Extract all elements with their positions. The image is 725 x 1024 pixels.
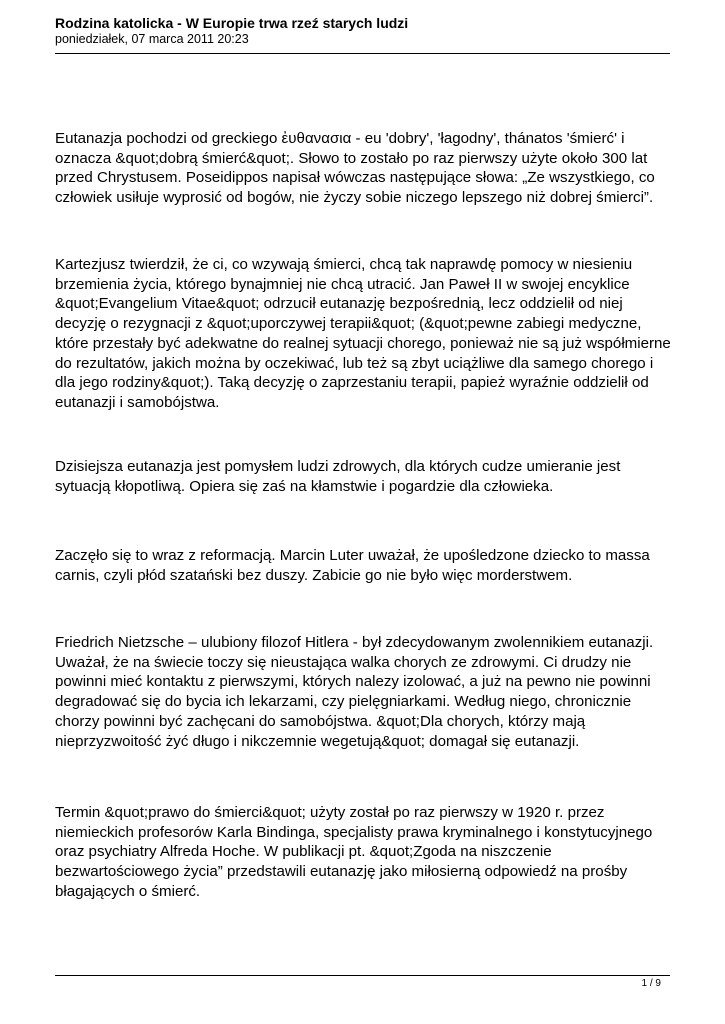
article-date: poniedziałek, 07 marca 2011 20:23	[55, 32, 249, 46]
paragraph-6: Termin &quot;prawo do śmierci&quot; użyty został po raz pierwszy w 1920 r. przez niemieckich profesorów Karla Bindinga, specjalisty prawa kryminalnego i konstytucyjnego oraz psychiatry Alfreda Hoche. W publikacji pt. &quot;Zgoda na niszczenie bezwartościowego życia” przedstawili eutanazję jako miłosierną odpowiedź na prośby błagających o śmierć.	[55, 804, 653, 900]
paragraph-5: Friedrich Nietzsche – ulubiony filozof Hitlera - był zdecydowanym zwolennikiem eutanazji. Uważał, że na świecie toczy się nieustająca walka chorych ze zdrowymi. Ci drudzy nie powinni mieć kontaktu z pierwszymi, których nalezy izolować, a już na pewno nie powinni degradować się do bycia ich lekarzami, czy pielęgniarkami. Według niego, chronicznie chorzy powinni być zachęcani do samobójstwa. &quot;Dla chorych, którzy mają nieprzyzwoitość żyć długo i nikczemnie wegetują&quot; domagał się eutanazji.	[55, 634, 654, 750]
header-divider	[55, 53, 670, 54]
article-title: Rodzina katolicka - W Europie trwa rzeź starych ludzi	[55, 15, 409, 31]
paragraph-2: Kartezjusz twierdził, że ci, co wzywają śmierci, chcą tak naprawdę pomocy w niesieniu brzemienia życia, którego bynajmniej nie chcą utracić. Jan Paweł II w swojej encyklice &quot;Evangelium Vitae&quot; odrzucił eutanazję bezpośrednią, lecz oddzielił od niej decyzję o rezygnacji z &quot;uporczywej terapii&quot; (&quot;pewne zabiegi medyczne, które przestały być adekwatne do realnej sytuacji chorego, ponieważ nie są już współmierne do rezultatów, jakich można by oczekiwać, lub też są zbyt uciążliwe dla samego chorego i dla jego rodziny&quot;). Taką decyzję o zaprzestaniu terapii, papież wyraźnie oddzielił od eutanazji i samobójstwa.	[55, 256, 671, 411]
paragraph-1: Eutanazja pochodzi od greckiego ἐυθανασια - eu 'dobry', 'łagodny', thánatos 'śmierć' i oznacza &quot;dobrą śmierć&quot;. Słowo to zostało po raz pierwszy użyte około 300 lat przed Chrystusem. Poseidippos napisał wówczas następujące słowa: „Ze wszystkiego, co człowiek usiłuje wyprosić od bogów, nie życzy sobie niczego lepszego niż dobrej śmierci”.	[55, 130, 655, 207]
paragraph-4: Zaczęło się to wraz z reformacją. Marcin Luter uważał, że upośledzone dziecko to massa carnis, czyli płód szatański bez duszy. Zabicie go nie było więc morderstwem.	[55, 547, 650, 584]
footer-divider	[55, 975, 670, 976]
page-header	[55, 15, 670, 47]
page-number: 1 / 9	[641, 978, 661, 989]
paragraph-3: Dzisiejsza eutanazja jest pomysłem ludzi zdrowych, dla których cudze umieranie jest sytuacją kłopotliwą. Opiera się zaś na kłamstwie i pogardzie dla człowieka.	[55, 458, 621, 495]
